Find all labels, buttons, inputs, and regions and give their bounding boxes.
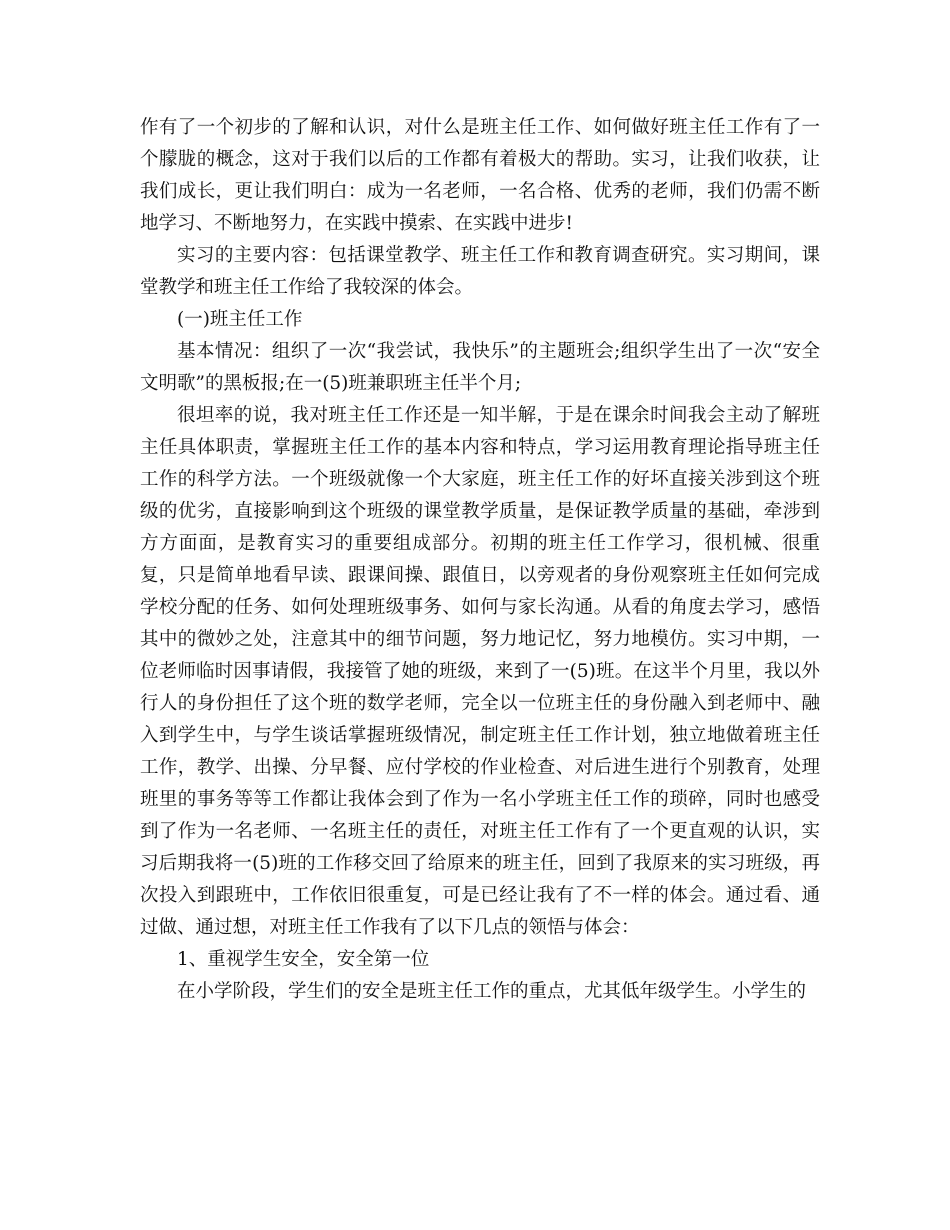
section-heading-class-teacher-work: (一)班主任工作 bbox=[177, 309, 303, 330]
subheading-student-safety: 1、重视学生安全，安全第一位 bbox=[177, 949, 430, 970]
paragraph-internship-content: 实习的主要内容：包括课堂教学、班主任工作和教育调查研究。实习期间，课堂教学和班主任工作给了我较深的体会。 bbox=[140, 245, 820, 298]
paragraph-experience: 很坦率的说，我对班主任工作还是一知半解，于是在课余时间我会主动了解班主任具体职责，掌握班主任工作的基本内容和特点，学习运用教育理论指导班主任工作的科学方法。一个班级就像一个大家庭，班主任工作的好坏直接关涉到这个班级的优劣，直接影响到这个班级的课堂教学质量，是保证教学质量的基础，牵涉到方方面面，是教育实习的重要组成部分。初期的班主任工作学习，很机械、很重复，只是简单地看早读、跟课间操、跟值日，以旁观者的身份观察班主任如何完成学校分配的任务、如何处理班级事务、如何与家长沟通。从看的角度去学习，感悟其中的微妙之处，注意其中的细节问题，努力地记忆，努力地模仿。实习中期，一位老师临时因事请假，我接管了她的班级，来到了一(5)班。在这半个月里，我以外行人的身份担任了这个班的数学老师，完全以一位班主任的身份融入到老师中、融入到学生中，与学生谈话掌握班级情况，制定班主任工作计划，独立地做着班主任工作，教学、出操、分早餐、应付学校的作业检查、对后进生进行个别教育，处理班里的事务等等工作都让我体会到了作为一名小学班主任工作的琐碎，同时也感受到了作为一名老师、一名班主任的责任，对班主任工作有了一个更直观的认识，实习后期我将一(5)班的工作移交回了给原来的班主任，回到了我原来的实习班级，再次投入到跟班中，工作依旧很重复，可是已经让我有了不一样的体会。通过看、通过做、通过想，对班主任工作我有了以下几点的领悟与体会： bbox=[140, 405, 820, 938]
paragraph-safety-start: 在小学阶段，学生们的安全是班主任工作的重点，尤其低年级学生。小学生的 bbox=[177, 981, 807, 1002]
document-body bbox=[140, 112, 820, 1008]
paragraph-continuation: 作有了一个初步的了解和认识，对什么是班主任工作、如何做好班主任工作有了一个朦胧的概念，这对于我们以后的工作都有着极大的帮助。实习，让我们收获，让我们成长，更让我们明白：成为一名老师，一名合格、优秀的老师，我们仍需不断地学习、不断地努力，在实践中摸索、在实践中进步! bbox=[140, 117, 820, 234]
paragraph-basic-situation: 基本情况：组织了一次“我尝试，我快乐”的主题班会;组织学生出了一次“安全文明歌”的黑板报;在一(5)班兼职班主任半个月; bbox=[140, 341, 820, 394]
